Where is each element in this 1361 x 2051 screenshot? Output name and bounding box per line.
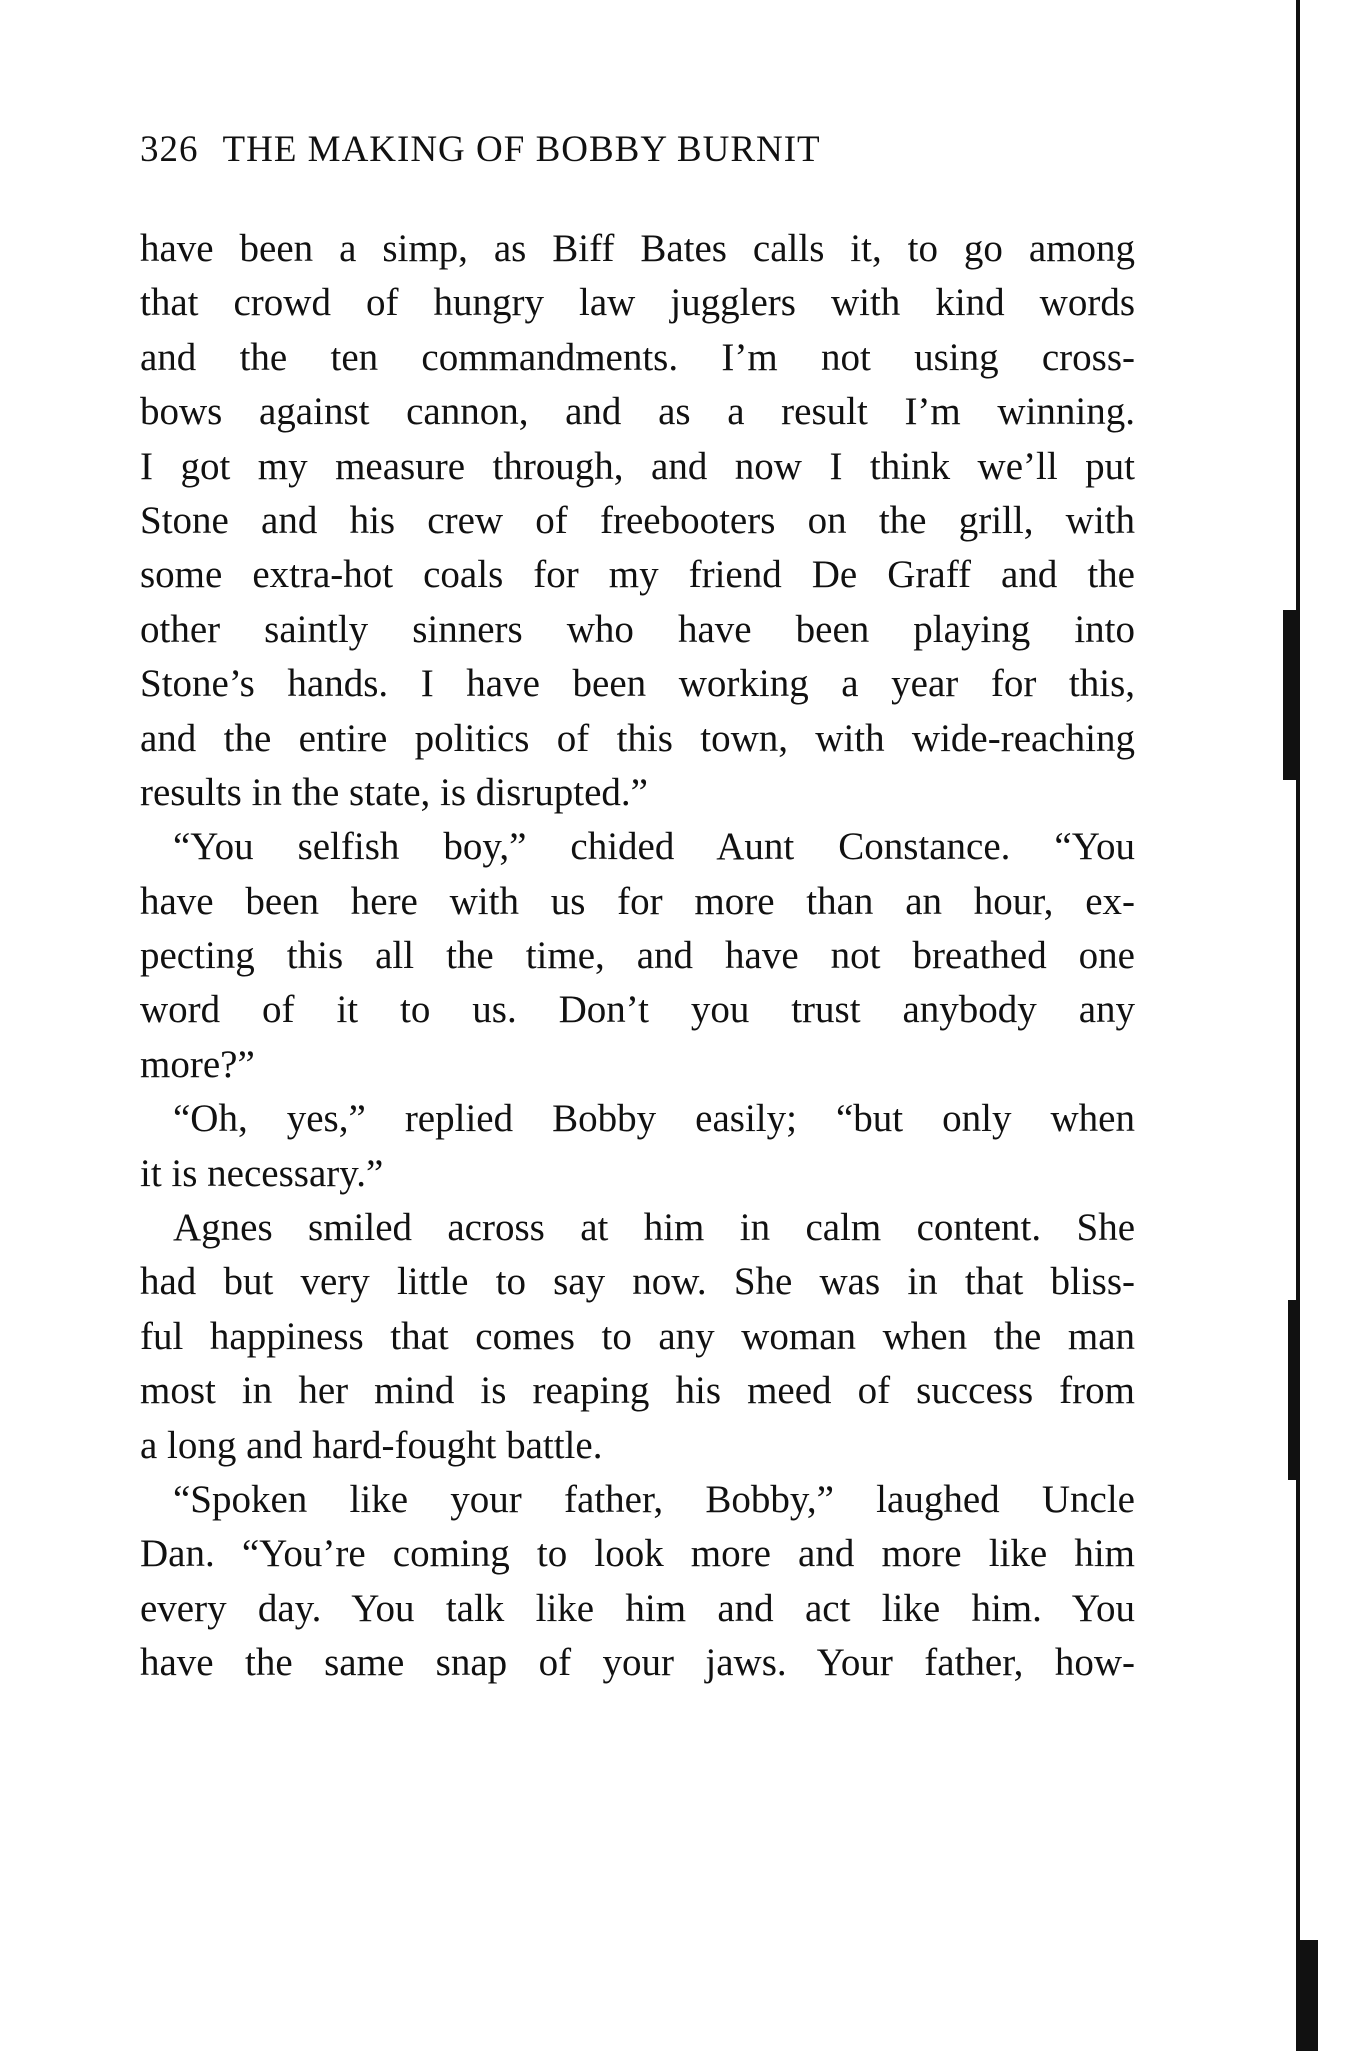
text-line: have the same snap of your jaws. Your father, how- [140, 1641, 1135, 1685]
text-line: I got my measure through, and now I think we’ll put [140, 444, 1135, 488]
text-line: Stone and his crew of freebooters on the grill, with [140, 498, 1135, 542]
text-line: “Oh, yes,” replied Bobby easily; “but only when [173, 1097, 1135, 1141]
page-edge-blot [1288, 1300, 1298, 1480]
text-line: word of it to us. Don’t you trust anybody any [140, 988, 1135, 1032]
text-line: Agnes smiled across at him in calm content. She [173, 1206, 1135, 1250]
text-line: most in her mind is reaping his meed of success from [140, 1369, 1135, 1413]
text-line: ful happiness that comes to any woman when the man [140, 1314, 1135, 1358]
text-line: Dan. “You’re coming to look more and more like him [140, 1532, 1135, 1576]
text-line: Stone’s hands. I have been working a year for this, [140, 662, 1135, 706]
text-line: pecting this all the time, and have not breathed one [140, 934, 1135, 978]
text-line: “Spoken like your father, Bobby,” laughed Uncle [173, 1477, 1135, 1521]
running-header [140, 128, 1060, 171]
page-edge-shadow [1296, 0, 1300, 2051]
text-line: other saintly sinners who have been playing into [140, 607, 1135, 651]
text-line: and the ten commandments. I’m not using cross- [140, 335, 1135, 379]
text-line: bows against cannon, and as a result I’m winning. [140, 390, 1135, 434]
text-line: that crowd of hungry law jugglers with kind words [140, 281, 1135, 325]
text-line: “You selfish boy,” chided Aunt Constance. “You [173, 825, 1135, 869]
book-title: THE MAKING OF BOBBY BURNIT [222, 129, 821, 170]
page-number: 326 [140, 129, 199, 170]
text-line: more?” [140, 1042, 255, 1086]
text-line: some extra-hot coals for my friend De Graff and the [140, 553, 1135, 597]
text-line: have been a simp, as Biff Bates calls it, to go among [140, 227, 1135, 270]
text-line: had but very little to say now. She was in that bliss- [140, 1260, 1135, 1304]
text-line: and the entire politics of this town, with wide-reaching [140, 716, 1135, 760]
text-line: have been here with us for more than an hour, ex- [140, 879, 1135, 923]
page-edge-blot [1283, 610, 1297, 780]
text-line: results in the state, is disrupted.” [140, 770, 648, 814]
text-line: a long and hard-fought battle. [140, 1423, 603, 1467]
text-line: it is necessary.” [140, 1151, 384, 1195]
body-text [140, 222, 1135, 1691]
text-line: every day. You talk like him and act like him. You [140, 1586, 1135, 1630]
page-edge-blot [1300, 1940, 1318, 2051]
